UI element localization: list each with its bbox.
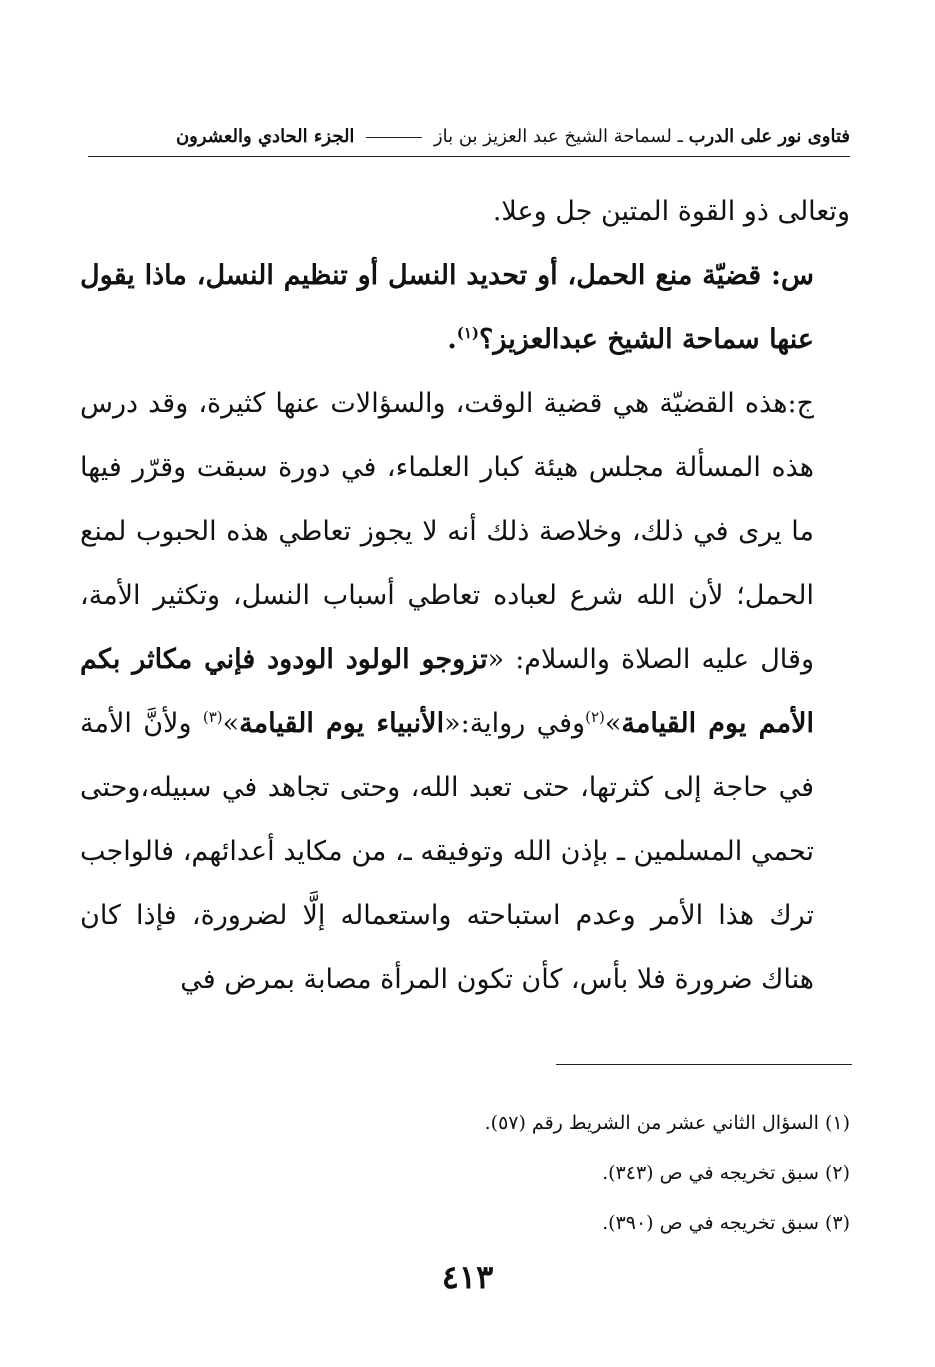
header-separator: [366, 137, 422, 138]
footnote-ref-2: (٢): [585, 708, 605, 726]
footnote-2: (٢) سبق تخريجه في ص (٣٤٣).: [602, 1162, 850, 1184]
answer-paragraph: [80, 372, 850, 1012]
continuation-text: وتعالى ذو القوة المتين جل وعلا.: [492, 196, 850, 227]
footnotes: [80, 1098, 850, 1248]
riwaya-text: الأنبياء يوم القيامة: [239, 708, 445, 739]
main-text: [80, 180, 850, 1012]
footnote-1: (١) السؤال الثاني عشر من الشريط رقم (٥٧).: [484, 1112, 850, 1134]
author-line: ـ لسماحة الشيخ عبد العزيز بن باز: [433, 126, 683, 147]
footnote-3: (٣) سبق تخريجه في ص (٣٩٠).: [602, 1212, 850, 1234]
answer-text-1: ج:هذه القضيّة هي قضية الوقت، والسؤالات عنها كثيرة، وقد درس هذه المسألة مجلس هيئة كبار العلماء، في دورة سبقت وقرّر فيها ما يرى في ذلك، وخلاصة ذلك أنه لا يجوز تعاطي هذه الحبوب لمنع الحمل؛ لأن الله شرع لعباده تعاطي أسباب النسل، وتكثير الأمة، وقال عليه الصلاة والسلام: «: [80, 388, 814, 675]
footnote-ref-1: (١): [456, 324, 480, 342]
question-paragraph: [80, 244, 850, 372]
hadith-close-quote: »: [604, 708, 622, 739]
running-header: [88, 122, 850, 157]
book-title: فتاوى نور على الدرب: [688, 126, 850, 147]
continuation-line: [80, 180, 850, 244]
riwaya-label: وفي رواية:«: [444, 708, 586, 739]
answer-text-2: ولأنَّ الأمة في حاجة إلى كثرتها، حتى تعبد الله، وحتى تجاهد في سبيله،وحتى تحمي المسلمين ـ بإذن الله وتوفيقه ـ، من مكايد أعدائهم، فالواجب ترك هذا الأمر وعدم استباحته واستعماله إلَّا لضرورة، فإذا كان هناك ضرورة فلا بأس، كأن تكون المرأة مصابة بمرض في: [80, 708, 814, 995]
footnote-separator: [556, 1064, 852, 1065]
question-text: س: قضيّة منع الحمل، أو تحديد النسل أو تنظيم النسل، ماذا يقول عنها سماحة الشيخ عبدالعزيز؟: [80, 260, 814, 355]
volume-title: الجزء الحادي والعشرون: [175, 126, 355, 147]
question-end: .: [447, 324, 457, 355]
footnote-ref-3: (٣): [202, 708, 223, 726]
riwaya-close-quote: »: [222, 708, 240, 739]
hadith-text: تزوجو الولود الودود فإني مكاثر بكم الأمم يوم القيامة: [80, 644, 815, 739]
page-number: ٤١٣: [441, 1258, 494, 1296]
